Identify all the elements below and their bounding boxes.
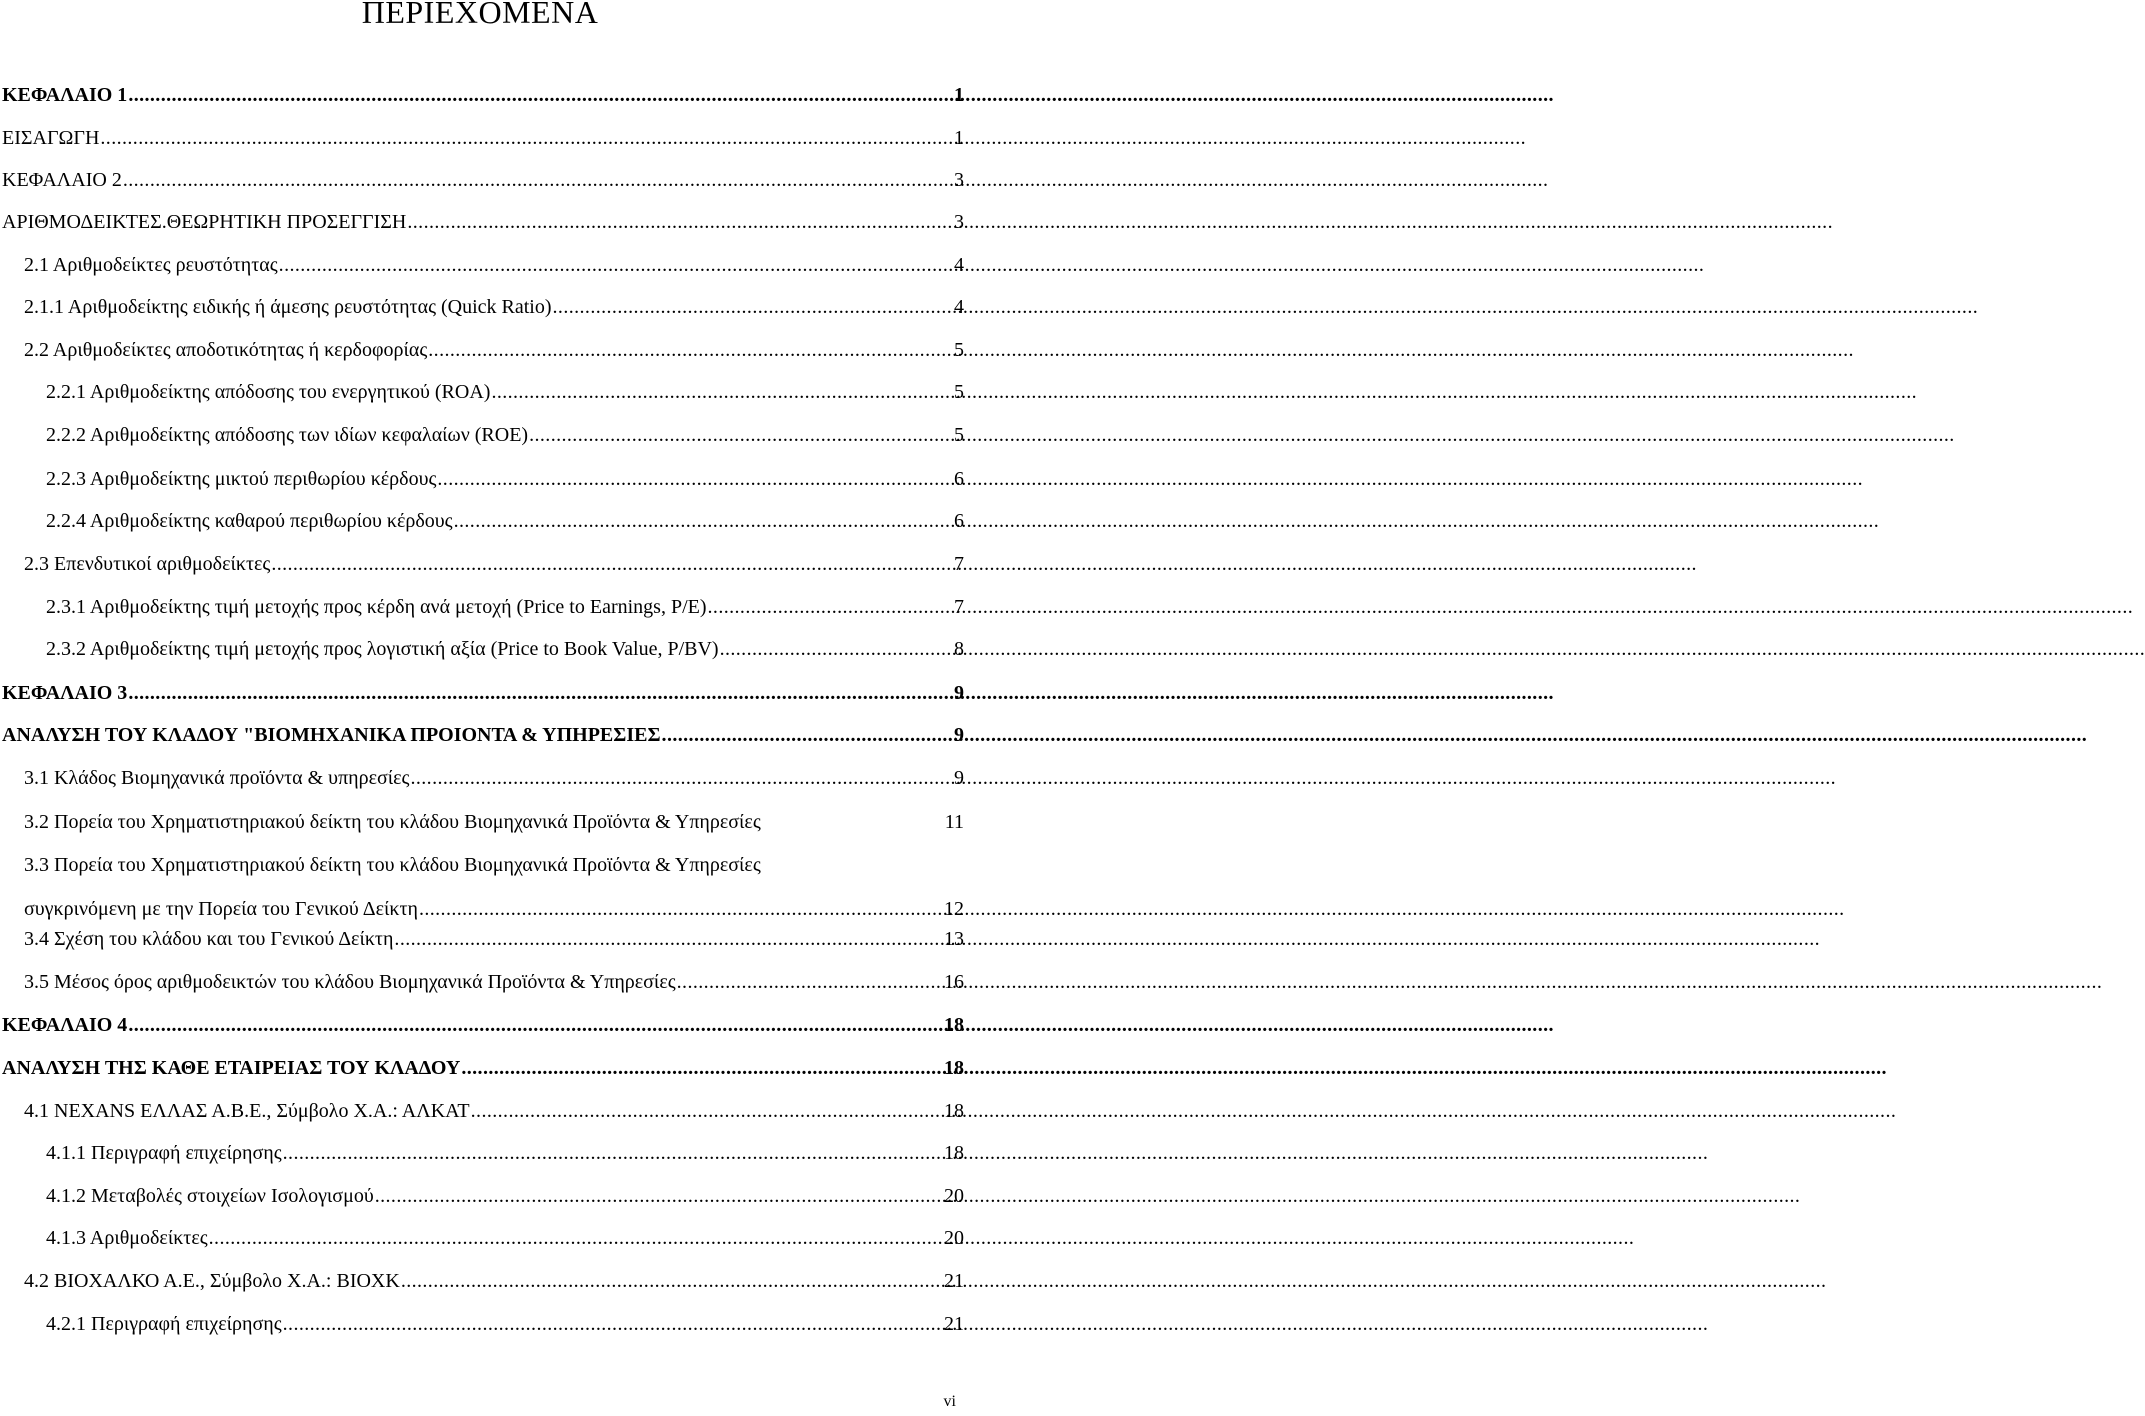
toc-page-number: 5 — [954, 339, 964, 361]
toc-entry-text: 2.3.2 Αριθμοδείκτης τιμή μετοχής προς λογιστική αξία (Price to Book Value, P/BV) — [46, 638, 719, 660]
toc-entry-4-1-1[interactable] — [0, 1140, 964, 1166]
toc-entry-text: 2.2.1 Αριθμοδείκτης απόδοσης του ενεργητικού (ROA) — [46, 381, 491, 403]
toc-dot-leader — [375, 1183, 940, 1209]
toc-entry-text: 4.2 ΒΙΟΧΑΛΚΟ Α.Ε., Σύμβολο Χ.Α.: ΒΙΟΧΚ — [24, 1270, 400, 1292]
toc-entry-text-line1: 3.3 Πορεία του Χρηματιστηριακού δείκτη του κλάδου Βιομηχανικά Προϊόντα & Υπηρεσίες — [24, 854, 761, 876]
toc-page-number: 13 — [944, 928, 964, 950]
toc-page-number: 12 — [944, 898, 964, 920]
toc-entry-chapter-3[interactable] — [0, 680, 964, 706]
toc-page-number: 5 — [954, 381, 964, 403]
toc-entry-3-5[interactable] — [0, 969, 964, 995]
toc-page-number: 1 — [954, 84, 964, 106]
toc-dot-leader — [100, 125, 950, 151]
toc-entry-2-1-1[interactable] — [0, 294, 964, 320]
toc-entry-2-3[interactable] — [0, 551, 964, 577]
toc-page-number: 4 — [954, 254, 964, 276]
toc-entry-company-analysis[interactable] — [0, 1055, 964, 1081]
toc-dot-leader — [461, 1055, 940, 1081]
toc-dot-leader — [471, 1098, 940, 1124]
toc-entry-text: ΚΕΦΑΛΑΙΟ 1 — [2, 84, 128, 106]
toc-entry-4-1-2[interactable] — [0, 1183, 964, 1209]
toc-page-number: 7 — [954, 553, 964, 575]
toc-entry-2-3-1[interactable] — [0, 594, 964, 620]
toc-page-number: 3 — [954, 169, 964, 191]
page-title: ΠΕΡΙΕΧΟΜΕΝΑ — [361, 0, 599, 30]
toc-dot-leader — [491, 379, 950, 405]
toc-entry-2-3-2[interactable] — [0, 636, 964, 662]
toc-page-number: 18 — [944, 1100, 964, 1122]
toc-dot-leader — [708, 594, 950, 620]
toc-entry-text: ΕΙΣΑΓΩΓΗ — [2, 127, 100, 149]
toc-entry-text: ΑΝΑΛΥΣΗ ΤΟΥ ΚΛΑΔΟΥ "ΒΙΟΜΗΧΑΝΙΚΑ ΠΡΟΙΟΝΤΑ & ΥΠΗΡΕΣΙΕΣ — [2, 724, 661, 746]
toc-entry-3-1[interactable] — [0, 765, 964, 791]
toc-entry-2-2-4[interactable] — [0, 508, 964, 534]
toc-page-number: 11 — [944, 811, 964, 833]
toc-dot-leader — [720, 636, 950, 662]
toc-page-number: 16 — [944, 971, 964, 993]
toc-page-number: 20 — [944, 1227, 964, 1249]
toc-dot-leader — [123, 167, 950, 193]
toc-page-number: 1 — [954, 127, 964, 149]
toc-dot-leader — [677, 969, 940, 995]
toc-entry-text: συγκρινόμενη με την Πορεία του Γενικού Δείκτη — [24, 898, 418, 920]
toc-dot-leader — [407, 209, 950, 235]
toc-page-number: 3 — [954, 211, 964, 233]
toc-entry-4-1-3[interactable] — [0, 1225, 964, 1251]
toc-entry-chapter-2[interactable] — [0, 167, 964, 193]
toc-entry-text: 4.1.2 Μεταβολές στοιχείων Ισολογισμού — [46, 1185, 374, 1207]
toc-entry-text: 2.3.1 Αριθμοδείκτης τιμή μετοχής προς κέρδη ανά μετοχή (Price to Earnings, P/E) — [46, 596, 707, 618]
toc-entry-theoretical-approach[interactable] — [0, 209, 964, 235]
toc-dot-leader — [283, 1140, 940, 1166]
toc-dot-leader — [437, 466, 950, 492]
toc-entry-text: ΚΕΦΑΛΑΙΟ 4 — [2, 1014, 128, 1036]
toc-entry-text: ΑΡΙΘΜΟΔΕΙΚΤΕΣ.ΘΕΩΡΗΤΙΚΗ ΠΡΟΣΕΓΓΙΣΗ — [2, 211, 407, 233]
toc-entry-text: 4.2.1 Περιγραφή επιχείρησης — [46, 1313, 282, 1335]
toc-dot-leader — [209, 1225, 940, 1251]
toc-entry-text: 2.2.2 Αριθμοδείκτης απόδοσης των ιδίων κεφαλαίων (ROE) — [46, 424, 529, 446]
toc-entry-3-3[interactable] — [0, 852, 964, 922]
toc-entry-text: 4.1.3 Αριθμοδείκτες — [46, 1227, 208, 1249]
toc-page-number: 18 — [944, 1142, 964, 1164]
toc-dot-leader — [410, 765, 950, 791]
toc-entry-text: 3.2 Πορεία του Χρηματιστηριακού δείκτη του κλάδου Βιομηχανικά Προϊόντα & Υπηρεσίες — [24, 811, 761, 833]
toc-entry-2-1[interactable] — [0, 252, 964, 278]
toc-page-number: 8 — [954, 638, 964, 660]
toc-entry-chapter-1[interactable] — [0, 82, 964, 108]
toc-page-number: 6 — [954, 468, 964, 490]
toc-dot-leader — [283, 1311, 940, 1337]
toc-dot-leader — [454, 508, 950, 534]
toc-entry-4-1[interactable] — [0, 1098, 964, 1124]
toc-dot-leader — [428, 337, 950, 363]
toc-entry-text: ΑΝΑΛΥΣΗ ΤΗΣ ΚΑΘΕ ΕΤΑΙΡΕΙΑΣ ΤΟΥ ΚΛΑΔΟΥ — [2, 1057, 461, 1079]
toc-entry-text: 4.1.1 Περιγραφή επιχείρησης — [46, 1142, 282, 1164]
toc-entry-text: ΚΕΦΑΛΑΙΟ 2 — [2, 169, 122, 191]
toc-entry-2-2-3[interactable] — [0, 466, 964, 492]
toc-page-number: 5 — [954, 424, 964, 446]
toc-entry-text: 2.1 Αριθμοδείκτες ρευστότητας — [24, 254, 278, 276]
toc-page-number: 21 — [944, 1313, 964, 1335]
toc-dot-leader — [128, 680, 950, 706]
toc-entry-text: 3.5 Μέσος όρος αριθμοδεικτών του κλάδου Βιομηχανικά Προϊόντα & Υπηρεσίες — [24, 971, 676, 993]
toc-entry-2-2[interactable] — [0, 337, 964, 363]
page-number: vi — [943, 1393, 956, 1410]
toc-dot-leader — [128, 1012, 940, 1038]
toc-entry-text: 2.2.4 Αριθμοδείκτης καθαρού περιθωρίου κέρδους — [46, 510, 453, 532]
toc-entry-2-2-2[interactable] — [0, 422, 964, 448]
toc-page-number: 6 — [954, 510, 964, 532]
toc-entry-text: 2.3 Επενδυτικοί αριθμοδείκτες — [24, 553, 271, 575]
toc-dot-leader — [394, 926, 940, 952]
toc-entry-text: 2.1.1 Αριθμοδείκτης ειδικής ή άμεσης ρευστότητας (Quick Ratio) — [24, 296, 552, 318]
toc-dot-leader — [553, 294, 950, 320]
toc-page-number: 9 — [954, 767, 964, 789]
toc-dot-leader — [401, 1268, 940, 1294]
toc-entry-text: 3.4 Σχέση του κλάδου και του Γενικού Δείκτη — [24, 928, 394, 950]
toc-entry-chapter-4[interactable] — [0, 1012, 964, 1038]
toc-entry-text: 2.2.3 Αριθμοδείκτης μικτού περιθωρίου κέρδους — [46, 468, 437, 490]
toc-page-number: 18 — [944, 1057, 964, 1079]
toc-entry-text: 3.1 Κλάδος Βιομηχανικά προϊόντα & υπηρεσίες — [24, 767, 410, 789]
toc-entry-introduction[interactable] — [0, 125, 964, 151]
toc-page-number: 9 — [954, 682, 964, 704]
toc-page-number: 21 — [944, 1270, 964, 1292]
toc-entry-text: 2.2 Αριθμοδείκτες αποδοτικότητας ή κερδοφορίας — [24, 339, 428, 361]
toc-dot-leader — [419, 896, 940, 922]
toc-dot-leader — [128, 82, 950, 108]
toc-entry-3-4[interactable] — [0, 926, 964, 952]
toc-entry-text: 4.1 ΝΕΧΑΝS ΕΛΛΑΣ Α.Β.Ε., Σύμβολο Χ.Α.: ΑΛΚΑΤ — [24, 1100, 470, 1122]
toc-entry-4-2[interactable] — [0, 1268, 964, 1294]
toc-entry-4-2-1[interactable] — [0, 1311, 964, 1337]
toc-page-number: 20 — [944, 1185, 964, 1207]
toc-dot-leader — [279, 252, 950, 278]
toc-page-number: 9 — [954, 724, 964, 746]
toc-entry-2-2-1[interactable] — [0, 379, 964, 405]
toc-dot-leader — [529, 422, 950, 448]
toc-dot-leader — [662, 722, 950, 748]
toc-entry-sector-analysis[interactable] — [0, 722, 964, 748]
toc-page-number: 7 — [954, 596, 964, 618]
toc-entry-text: ΚΕΦΑΛΑΙΟ 3 — [2, 682, 128, 704]
toc-entry-3-2[interactable] — [0, 809, 964, 835]
toc-page-number: 4 — [954, 296, 964, 318]
toc-page-number: 18 — [944, 1014, 964, 1036]
toc-dot-leader — [271, 551, 950, 577]
